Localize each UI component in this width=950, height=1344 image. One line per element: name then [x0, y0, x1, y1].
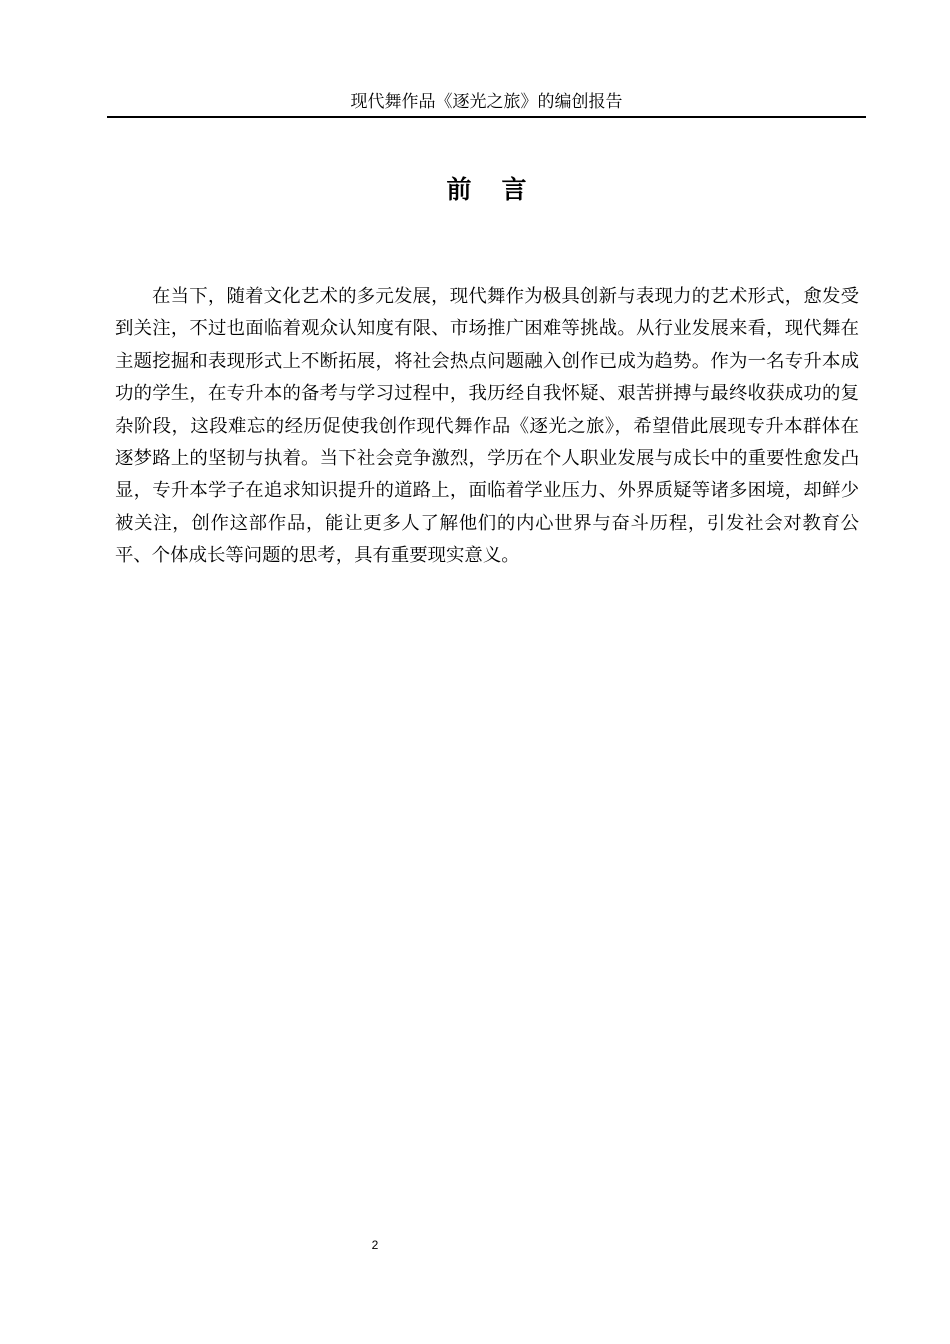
page-number: 2	[371, 1238, 379, 1252]
section-title: 前言	[446, 175, 557, 204]
body-paragraph: 在当下，随着文化艺术的多元发展，现代舞作为极具创新与表现力的艺术形式，愈发受到关注，不过也面临着观众认知度有限、市场推广困难等挑战。从行业发展来看，现代舞在主题挖掘和表现形式上不断拓展，将社会热点问题融入创作已成为趋势。作为一名专升本成功的学生，在专升本的备考与学习过程中，我历经自我怀疑、艰苦拼搏与最终收获成功的复杂阶段，这段难忘的经历促使我创作现代舞作品《逐光之旅》，希望借此展现专升本群体在逐梦路上的坚韧与执着。当下社会竞争激烈，学历在个人职业发展与成长中的重要性愈发凸显，专升本学子在追求知识提升的道路上，面临着学业压力、外界质疑等诸多困境，却鲜少被关注，创作这部作品，能让更多人了解他们的内心世界与奋斗历程，引发社会对教育公平、个体成长等问题的思考，具有重要现实意义。	[115, 286, 859, 567]
running-header: 现代舞作品《逐光之旅》的编创报告	[107, 90, 866, 118]
